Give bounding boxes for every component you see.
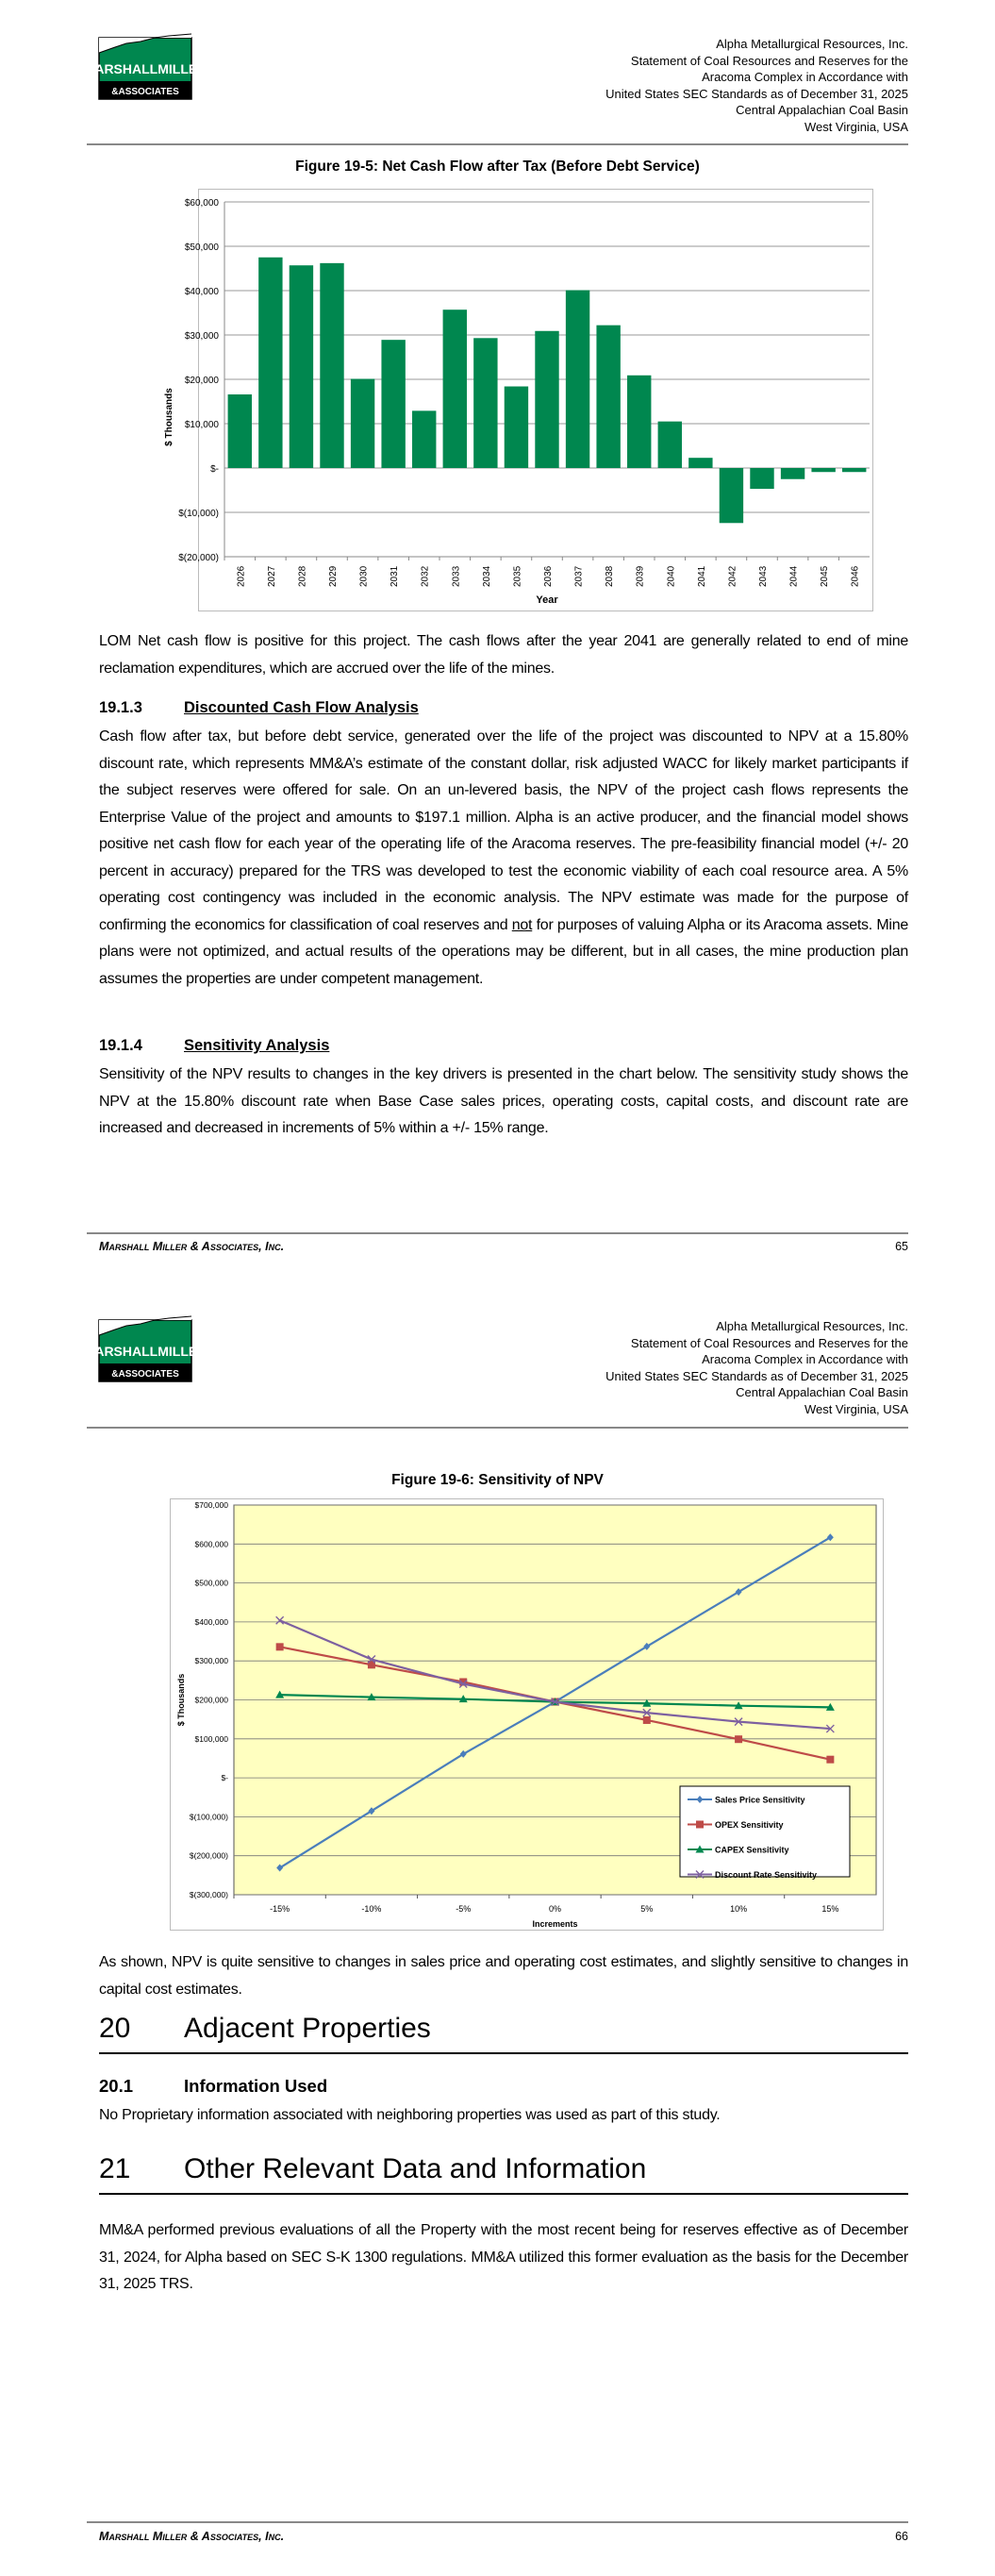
y-tick-label: $(20,000) (178, 553, 219, 563)
footer-company: Marshall Miller & Associates, Inc. (99, 2530, 285, 2543)
shown-paragraph: As shown, NPV is quite sensitive to changes in sales price and operating cost estimates, and slightly sensitive to changes in capital cost estimates. (99, 1954, 908, 1998)
x-tick-label: 2046 (850, 565, 861, 587)
y-tick-label: $700,000 (194, 1500, 228, 1510)
section-heading-21 (99, 2153, 908, 2195)
header-line: Aracoma Complex in Accordance with (702, 70, 908, 84)
bar-2044 (781, 468, 804, 479)
bar-2041 (688, 458, 712, 468)
figure-title: Figure 19-6: Sensitivity of NPV (391, 1472, 604, 1488)
header-line: Aracoma Complex in Accordance with (702, 1352, 908, 1366)
x-tick-label: 2027 (266, 565, 277, 587)
y-tick-label: $500,000 (194, 1578, 228, 1588)
bar-2032 (412, 410, 436, 468)
y-tick-label: $600,000 (194, 1539, 228, 1549)
bar-2043 (750, 468, 773, 489)
section-heading-19-1-4 (99, 1037, 330, 1055)
x-tick-label: 2036 (543, 565, 554, 587)
header-line: West Virginia, USA (804, 119, 908, 134)
npv-sensitivity-chart (170, 1498, 884, 1931)
x-tick-label: 2029 (328, 565, 339, 587)
x-tick-label: 2043 (758, 565, 769, 587)
section-heading-20-1 (99, 2076, 328, 2097)
net-cash-flow-chart (164, 189, 873, 611)
y-tick-label: $400,000 (194, 1616, 228, 1627)
y-tick-label: $(300,000) (189, 1890, 228, 1899)
x-axis-title: Year (536, 594, 558, 606)
x-tick-label: 2038 (605, 565, 616, 587)
section-title: Other Relevant Data and Information (184, 2153, 647, 2184)
y-tick-label: $200,000 (194, 1695, 228, 1705)
x-tick-label: 2044 (788, 565, 800, 587)
dcf-text-not: not (511, 916, 533, 933)
x-tick-label: 2034 (481, 565, 492, 587)
y-tick-label: $(10,000) (178, 509, 219, 519)
dcf-text-b: for purposes of valuing Alpha or its Aracoma assets. Mine plans were not optimized, and actual results of the operations may be different, but in all cases, the mine production plan assumes the properties are under competent management. (99, 916, 909, 987)
x-tick-label: 2042 (727, 565, 738, 587)
net-cash-flow-chart-svg (164, 190, 872, 611)
svg-text:MARSHALLMILLER: MARSHALLMILLER (83, 61, 207, 76)
page-number: 66 (895, 2530, 908, 2543)
sensitivity-paragraph: Sensitivity of the NPV results to changes in the key drivers is presented in the chart below. The sensitivity study shows the NPV at the 15.80% discount rate when Base Case sales prices, operating costs, capital costs, and discount rate are increased and decreased in increments of 5% within a +/- 15% range. (99, 1066, 908, 1136)
y-tick-label: $100,000 (194, 1733, 228, 1744)
bar-2033 (443, 309, 467, 468)
x-axis-title: Increments (532, 1919, 578, 1929)
section-number: 19.1.4 (99, 1037, 142, 1054)
legend-label: OPEX Sensitivity (715, 1820, 784, 1830)
y-tick-label: $- (221, 1773, 228, 1783)
section-title: Sensitivity Analysis (184, 1037, 330, 1054)
header-line: United States SEC Standards as of December 31, 2025 (605, 86, 908, 101)
svg-text:&ASSOCIATES: &ASSOCIATES (111, 1369, 179, 1380)
section-title: Discounted Cash Flow Analysis (184, 699, 419, 716)
dcf-paragraph (99, 724, 908, 993)
company-logo (83, 32, 207, 100)
y-tick-label: $60,000 (184, 198, 219, 209)
bar-2030 (351, 379, 374, 468)
header-line: Alpha Metallurgical Resources, Inc. (716, 37, 908, 51)
document-header (605, 36, 908, 135)
y-tick-label: $50,000 (184, 243, 219, 253)
x-tick-label: 2045 (820, 565, 831, 587)
y-axis-title: $ Thousands (176, 1673, 186, 1727)
x-tick-label: 15% (821, 1904, 839, 1914)
bar-2045 (811, 468, 835, 472)
x-tick-label: 5% (640, 1904, 654, 1914)
svg-text:MARSHALLMILLER: MARSHALLMILLER (83, 1344, 207, 1359)
data-point (826, 1756, 834, 1764)
legend-label: CAPEX Sensitivity (715, 1845, 789, 1855)
bar-2036 (535, 331, 558, 468)
bar-2034 (473, 338, 497, 468)
bar-2028 (290, 265, 313, 468)
y-tick-label: $300,000 (194, 1656, 228, 1666)
legend-label: Discount Rate Sensitivity (715, 1870, 818, 1880)
x-tick-label: 10% (730, 1904, 748, 1914)
x-tick-label: 2026 (236, 565, 247, 587)
y-tick-label: $40,000 (184, 287, 219, 297)
x-tick-label: 2028 (297, 565, 308, 587)
bar-2040 (658, 422, 682, 468)
info-paragraph: No Proprietary information associated with neighboring properties was used as part of this study. (99, 2107, 721, 2123)
bar-2026 (228, 394, 252, 468)
section-heading-20 (99, 2013, 908, 2054)
section-number: 19.1.3 (99, 699, 142, 716)
header-line: Statement of Coal Resources and Reserves for the (630, 1335, 908, 1350)
header-divider (87, 143, 908, 145)
y-tick-label: $(100,000) (189, 1812, 228, 1822)
npv-sensitivity-chart-svg (171, 1499, 883, 1930)
other-data-paragraph: MM&A performed previous evaluations of all the Property with the most recent being for reserves effective as of December 31, 2024, for Alpha based on SEC S-K 1300 regulations. MM&A utilized this former evaluation as the basis for the December 31, 2025 TRS. (99, 2222, 908, 2292)
page-number: 65 (895, 1240, 908, 1253)
y-tick-label: $30,000 (184, 331, 219, 342)
x-tick-label: 2039 (635, 565, 646, 587)
header-line: Statement of Coal Resources and Reserves for the (630, 53, 908, 68)
lom-paragraph: LOM Net cash flow is positive for this project. The cash flows after the year 2041 are generally related to end of mine reclamation expenditures, which are accrued over the life of the mines. (99, 633, 908, 677)
x-tick-label: -15% (270, 1904, 290, 1914)
section-heading-19-1-3 (99, 699, 419, 717)
section-number: 21 (99, 2153, 131, 2184)
header-line: West Virginia, USA (804, 1401, 908, 1416)
footer-divider (87, 2521, 908, 2523)
bar-2031 (381, 340, 405, 468)
bar-2029 (320, 263, 343, 468)
y-tick-label: $20,000 (184, 376, 219, 386)
bar-2046 (842, 468, 866, 472)
bar-2038 (596, 326, 620, 468)
x-tick-label: 2037 (573, 565, 585, 587)
company-logo (83, 1314, 207, 1382)
data-point (276, 1643, 284, 1650)
x-tick-label: 2032 (420, 565, 431, 587)
section-number: 20.1 (99, 2076, 134, 2096)
figure-title: Figure 19-5: Net Cash Flow after Tax (Before Debt Service) (295, 159, 700, 175)
bar-2035 (505, 387, 528, 468)
x-tick-label: 2040 (666, 565, 677, 587)
x-tick-label: 2030 (358, 565, 370, 587)
header-line: Central Appalachian Coal Basin (736, 103, 908, 117)
bar-2027 (258, 258, 282, 468)
x-tick-label: 2033 (451, 565, 462, 587)
footer-divider (87, 1232, 908, 1234)
document-header (605, 1318, 908, 1417)
legend-label: Sales Price Sensitivity (715, 1795, 805, 1805)
y-tick-label: $10,000 (184, 420, 219, 430)
dcf-text-a: Cash flow after tax, but before debt service, generated over the life of the project was discounted to NPV at a 15.80% discount rate, which represents MM&A’s estimate of the constant dollar, risk adjusted WACC for likely market participants if the subject reserves were offered for sale. On an un-levered basis, the NPV of the project cash flows represents the Enterprise Value of the project and amounts to $197.1 million. Alpha is an active producer, and the financial model shows positive net cash flow for each year of the operating life of the Aracoma reserves. The pre-feasibility financial model (+/- 20 percent in accuracy) prepared for the TRS was developed to test the economic viability of each coal resource area. A 5% operating cost contingency was included in the economic analysis. The NPV estimate was made for the purpose of confirming the economics for classification of coal reserves and (99, 728, 908, 933)
y-axis-title: $ Thousands (164, 388, 174, 446)
header-line: Alpha Metallurgical Resources, Inc. (716, 1319, 908, 1333)
header-line: Central Appalachian Coal Basin (736, 1385, 908, 1399)
x-tick-label: 0% (548, 1904, 562, 1914)
section-title: Adjacent Properties (184, 2013, 431, 2044)
footer-company: Marshall Miller & Associates, Inc. (99, 1240, 285, 1253)
x-tick-label: 2031 (390, 565, 401, 587)
svg-text:&ASSOCIATES: &ASSOCIATES (111, 87, 179, 97)
header-line: United States SEC Standards as of December 31, 2025 (605, 1368, 908, 1383)
section-number: 20 (99, 2013, 131, 2044)
data-point (643, 1716, 651, 1724)
data-point (735, 1735, 742, 1743)
bar-2042 (720, 468, 743, 523)
x-tick-label: 2041 (696, 565, 707, 587)
x-tick-label: 2035 (512, 565, 523, 587)
section-title: Information Used (184, 2076, 328, 2096)
y-tick-label: $- (210, 464, 219, 475)
bar-2039 (627, 376, 651, 468)
y-tick-label: $(200,000) (189, 1850, 228, 1861)
x-tick-label: -10% (361, 1904, 382, 1914)
bar-2037 (566, 291, 589, 468)
legend-marker (696, 1821, 704, 1829)
header-divider (87, 1427, 908, 1429)
x-tick-label: -5% (456, 1904, 472, 1914)
